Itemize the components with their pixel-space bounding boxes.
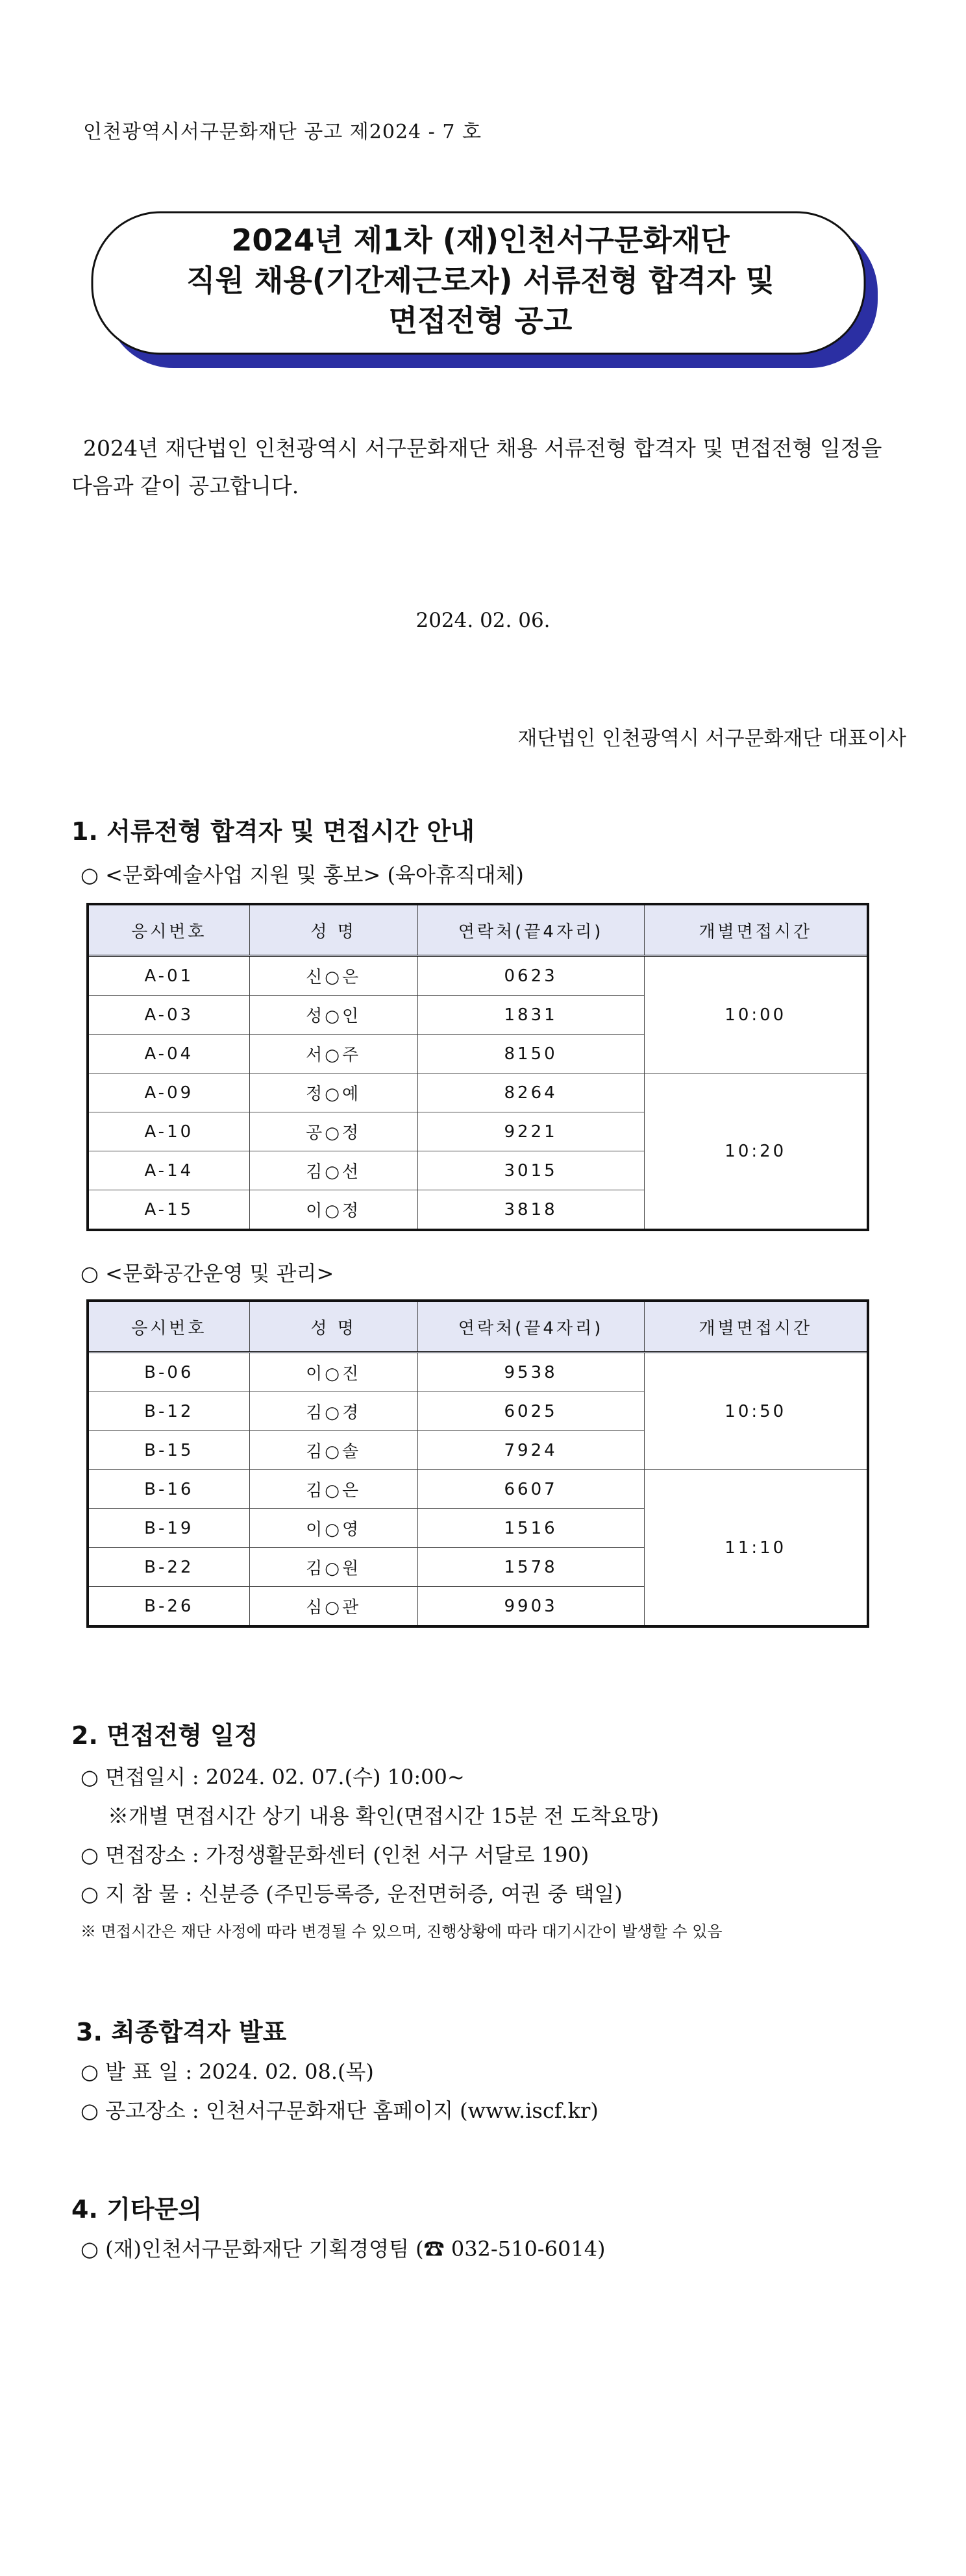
applicant-phone: 1516 xyxy=(417,1509,644,1548)
table-row xyxy=(88,1353,868,1392)
applicant-phone: 9538 xyxy=(417,1353,644,1392)
title-line: 직원 채용(기간제근로자) 서류전형 합격자 및 xyxy=(186,263,774,298)
applicant-number: A-15 xyxy=(88,1190,249,1231)
interview-time: 10:50 xyxy=(644,1353,868,1470)
notice-number: 인천광역시서구문화재단 공고 제2024 - 7 호 xyxy=(83,121,482,143)
applicant-name: 김○경 xyxy=(249,1392,417,1431)
col-header: 연락처(끝4자리) xyxy=(417,904,644,956)
applicant-name: 정○예 xyxy=(249,1073,417,1112)
announcement-date: ○ 발 표 일 : 2024. 02. 08.(목) xyxy=(80,2059,374,2084)
table-row xyxy=(88,1073,868,1112)
table-header-row xyxy=(88,904,868,956)
applicant-name: 서○주 xyxy=(249,1035,417,1073)
col-header: 연락처(끝4자리) xyxy=(417,1301,644,1353)
intro-paragraph: 2024년 재단법인 인천광역시 서구문화재단 채용 서류전형 합격자 및 면접전형 일정을 다음과 같이 공고합니다. xyxy=(71,435,882,498)
applicant-number: A-09 xyxy=(88,1073,249,1112)
applicant-number: A-04 xyxy=(88,1035,249,1073)
applicant-phone: 9221 xyxy=(417,1112,644,1151)
applicant-number: B-12 xyxy=(88,1392,249,1431)
applicant-phone: 0623 xyxy=(417,956,644,996)
applicant-number: B-22 xyxy=(88,1548,249,1587)
applicant-phone: 7924 xyxy=(417,1431,644,1470)
arrival-notice: ※개별 면접시간 상기 내용 확인(면접시간 15분 전 도착요망) xyxy=(108,1804,659,1828)
applicant-phone: 1831 xyxy=(417,996,644,1035)
col-header: 응시번호 xyxy=(88,1301,249,1353)
applicant-name: 김○선 xyxy=(249,1151,417,1190)
applicant-number: A-01 xyxy=(88,956,249,996)
applicant-number: A-03 xyxy=(88,996,249,1035)
applicant-number: B-19 xyxy=(88,1509,249,1548)
section-2-heading: 2. 면접전형 일정 xyxy=(71,1721,258,1750)
required-items: ○ 지 참 물 : 신분증 (주민등록증, 운전면허증, 여권 중 택일) xyxy=(80,1882,623,1906)
applicant-name: 공○정 xyxy=(249,1112,417,1151)
applicant-number: B-06 xyxy=(88,1353,249,1392)
title-line: 면접전형 공고 xyxy=(388,303,573,338)
title-line: 2024년 제1차 (재)인천서구문화재단 xyxy=(231,223,730,258)
col-header: 응시번호 xyxy=(88,904,249,956)
applicant-name: 이○영 xyxy=(249,1509,417,1548)
applicant-number: A-14 xyxy=(88,1151,249,1190)
applicant-phone: 3015 xyxy=(417,1151,644,1190)
signer: 재단법인 인천광역시 서구문화재단 대표이사 xyxy=(517,727,906,750)
group-a-label: ○ <문화예술사업 지원 및 홍보> (육아휴직대체) xyxy=(80,863,524,887)
applicant-name: 심○관 xyxy=(249,1587,417,1627)
applicant-phone: 8150 xyxy=(417,1035,644,1073)
applicant-name: 신○은 xyxy=(249,956,417,996)
page-title xyxy=(91,220,870,341)
applicant-name: 이○진 xyxy=(249,1353,417,1392)
schedule-note: ※ 면접시간은 재단 사정에 따라 변경될 수 있으며, 진행상황에 따라 대기시간이 발생할 수 있음 xyxy=(80,1922,723,1941)
col-header: 개별면접시간 xyxy=(644,1301,868,1353)
contact-info: ○ (재)인천서구문화재단 기획경영팀 (☎ 032-510-6014) xyxy=(80,2237,606,2261)
interview-location: ○ 면접장소 : 가정생활문화센터 (인천 서구 서달로 190) xyxy=(80,1843,589,1867)
col-header: 성 명 xyxy=(249,904,417,956)
applicant-name: 김○은 xyxy=(249,1470,417,1509)
interview-time: 10:20 xyxy=(644,1073,868,1231)
table-row xyxy=(88,956,868,996)
table-group-a xyxy=(86,903,869,1231)
table-header-row xyxy=(88,1301,868,1353)
applicant-name: 김○원 xyxy=(249,1548,417,1587)
applicant-number: A-10 xyxy=(88,1112,249,1151)
section-1-heading: 1. 서류전형 합격자 및 면접시간 안내 xyxy=(71,817,475,846)
col-header: 개별면접시간 xyxy=(644,904,868,956)
interview-datetime: ○ 면접일시 : 2024. 02. 07.(수) 10:00~ xyxy=(80,1765,465,1789)
applicant-number: B-16 xyxy=(88,1470,249,1509)
applicant-phone: 8264 xyxy=(417,1073,644,1112)
applicant-name: 성○인 xyxy=(249,996,417,1035)
applicant-number: B-26 xyxy=(88,1587,249,1627)
section-4-heading: 4. 기타문의 xyxy=(71,2195,202,2224)
applicant-phone: 9903 xyxy=(417,1587,644,1627)
applicant-phone: 6607 xyxy=(417,1470,644,1509)
table-row xyxy=(88,1470,868,1509)
announcement-place: ○ 공고장소 : 인천서구문화재단 홈페이지 (www.iscf.kr) xyxy=(80,2098,599,2123)
applicant-phone: 3818 xyxy=(417,1190,644,1231)
applicant-phone: 1578 xyxy=(417,1548,644,1587)
interview-time: 11:10 xyxy=(644,1470,868,1627)
table-group-b xyxy=(86,1299,869,1628)
interview-time: 10:00 xyxy=(644,956,868,1073)
title-banner xyxy=(91,211,883,370)
applicant-name: 김○솔 xyxy=(249,1431,417,1470)
applicant-phone: 6025 xyxy=(417,1392,644,1431)
notice-date: 2024. 02. 06. xyxy=(415,609,551,632)
applicant-number: B-15 xyxy=(88,1431,249,1470)
col-header: 성 명 xyxy=(249,1301,417,1353)
applicant-name: 이○정 xyxy=(249,1190,417,1231)
section-3-heading: 3. 최종합격자 발표 xyxy=(76,2018,287,2046)
group-b-label: ○ <문화공간운영 및 관리> xyxy=(80,1261,334,1286)
